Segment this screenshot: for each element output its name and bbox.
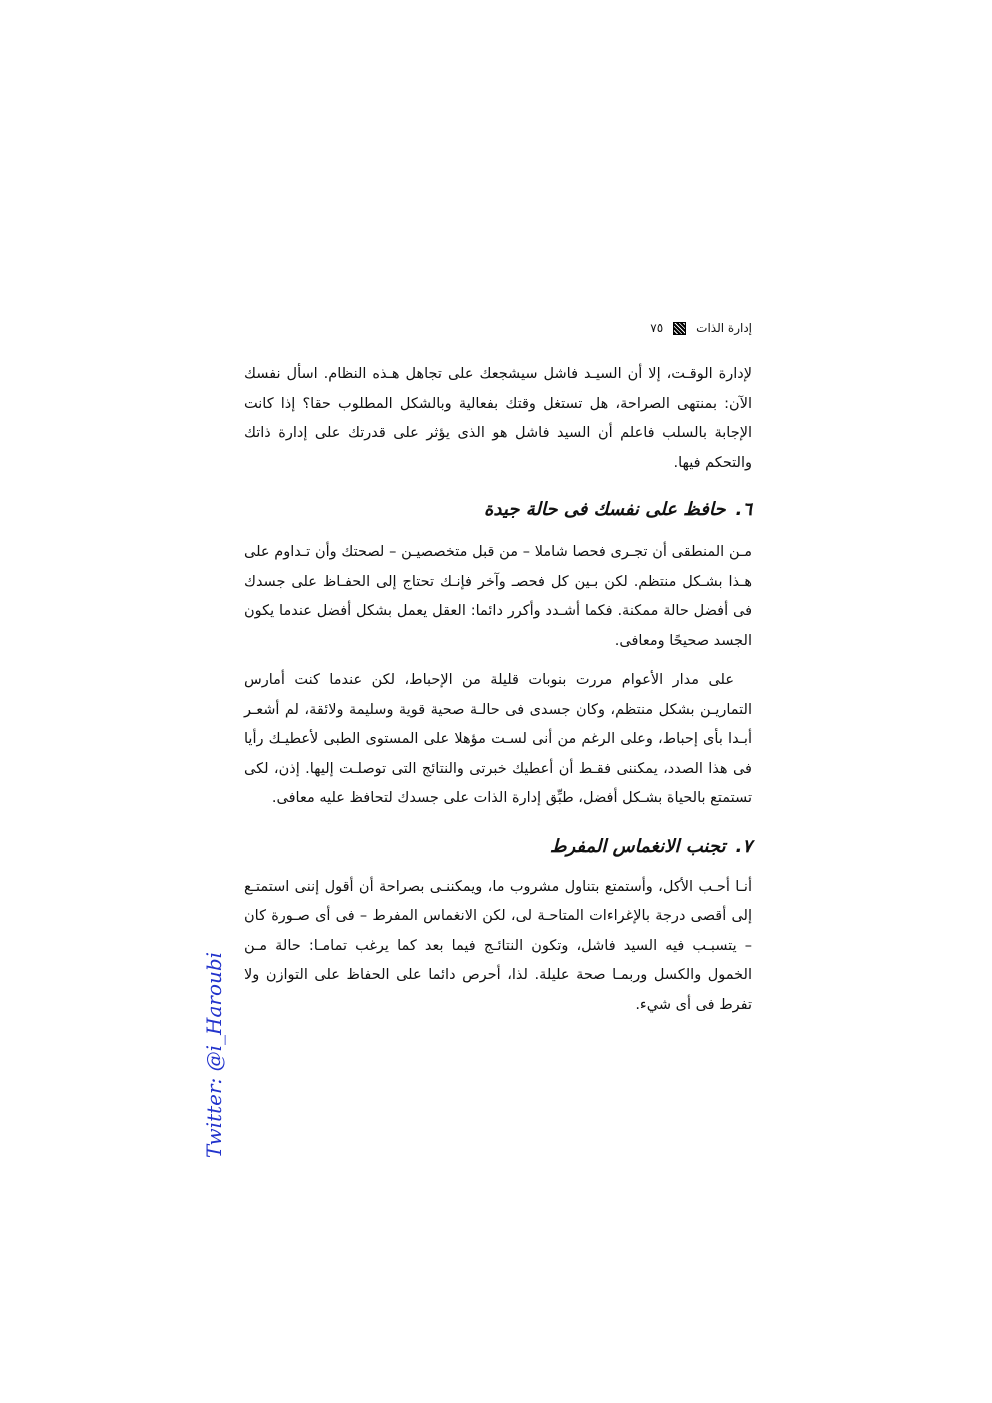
page-number: ٧٥ <box>650 321 664 335</box>
page-body <box>244 360 752 1020</box>
ornament-icon <box>673 322 686 335</box>
section-title: حافظ على نفسك فى حالة جيدة <box>484 499 726 520</box>
section7-paragraph-1: أنـا أحـب الأكل، وأستمتع بتناول مشروب ما، ويمكننـى بصراحة أن أقول إننى استمتـع إلى أقصى درجة بالإغراءات المتاحـة لى، لكن الانغماس المفرط – فى أى صـورة كان – يتسبـب فيه السيد فاشل، وتكون النتائـج فيما بعد كما يرغب تمامـا: حالة مـن الخمول والكسل وربمـا صحة عليلة. لذا، أحرص دائما على الحفاظ على التوازن ولا تفرط فى أى شيء. <box>244 878 752 1013</box>
running-title: إدارة الذات <box>696 321 752 335</box>
intro-paragraph: لإدارة الوقـت، إلا أن السيـد فاشل سيشجعك على تجاهل هـذه النظام. اسأل نفسك الآن: بمنتهى الصراحة، هل تستغل وقتك بفعالية وبالشكل المطلوب حقا؟ إذا كانت الإجابة بالسلب فاعلم أن السيد فاشل هو الذى يؤثر على قدرتك على إدارة ذاتك والتحكم فيها. <box>244 366 752 471</box>
section-number: ٦. <box>735 499 752 520</box>
section-heading-6 <box>244 499 752 520</box>
section-number: ٧. <box>735 835 752 857</box>
watermark-text: Twitter: @i_Haroubi <box>202 951 226 1159</box>
running-header <box>244 318 752 338</box>
section6-paragraph-1: مـن المنطقى أن تجـرى فحصا شاملا – من قبل متخصصيـن – لصحتك وأن تـداوم على هـذا بشـكل منتظم. لكن بـين كل فحصـ وآخر فإنـك تحتاج إلى الحفـاظ على جسدك فى أفضل حالة ممكنة. فكما أشـدد وأكرر دائما: العقل يعمل بشكل أفضل عندما يكون الجسد صحيحًا ومعافى. <box>244 544 752 649</box>
section-title: تجنب الانغماس المفرط <box>549 835 726 857</box>
section-heading-7 <box>244 836 752 857</box>
section6-paragraph-2: على مدار الأعوام مررت بنوبات قليلة من الإحباط، لكن عندما كنت أمارس التماريـن بشكل منتظم، وكان جسدى فى حالـة صحية قوية وسليمة ولائقة، لم أشعـر أبـدا بأى إحباط، وعلى الرغم من أنى لسـت مؤهلا على المستوى الطبى لأعطيـك رأيا فى هذا الصدد، يمكننى فقـط أن أعطيك خبرتى والنتائج التى توصلـت إليها. إذن، لكى تستمتع بالحياة بشـكل أفضل، طبِّق إدارة الذات على جسدك لتحافظ عليه معافى. <box>244 672 752 806</box>
twitter-watermark <box>196 951 232 1159</box>
